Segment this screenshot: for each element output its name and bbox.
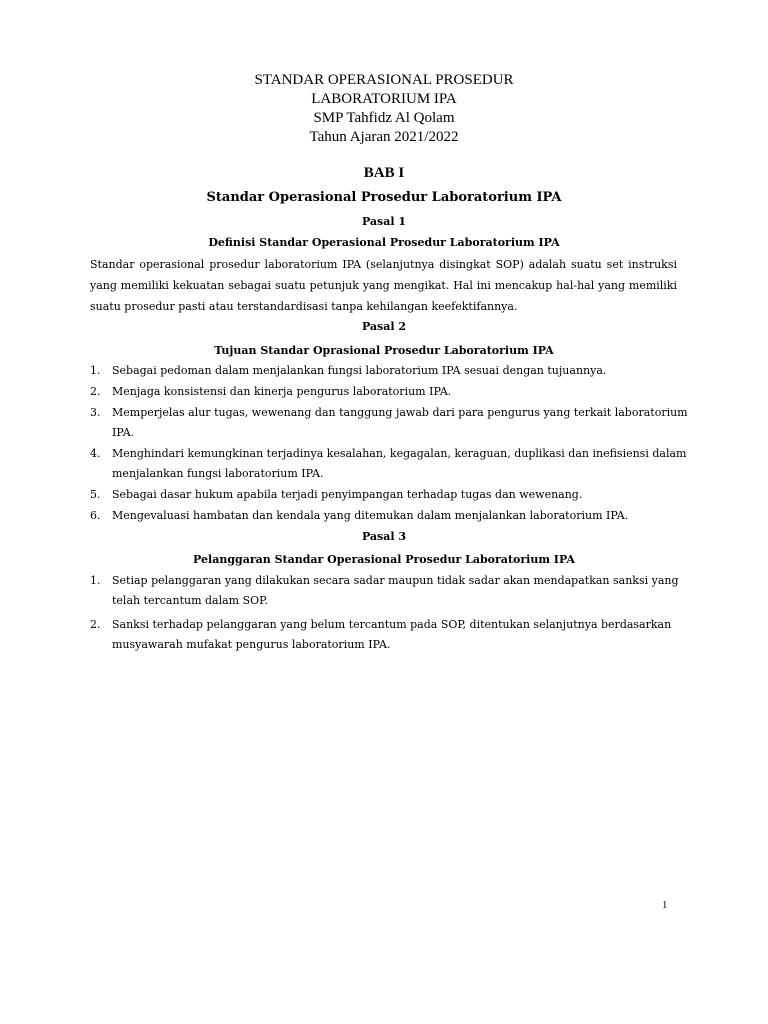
list-item (90, 403, 690, 443)
list-text: Sanksi terhadap pelanggaran yang belum tercantum pada SOP, ditentukan selanjutnya berdasarkan musyawarah mufakat pengurus laboratorium IPA. (112, 618, 672, 651)
pasal-2-list (90, 361, 690, 527)
title-line-4: Tahun Ajaran 2021/2022 (309, 129, 459, 145)
chapter-label: BAB I (363, 165, 405, 181)
title-line-3: SMP Tahfidz Al Qolam (313, 110, 455, 126)
list-text: Mengevaluasi hambatan dan kendala yang ditemukan dalam menjalankan laboratorium IPA. (112, 509, 629, 522)
list-number: 2. (90, 385, 101, 398)
list-number: 1. (90, 574, 101, 587)
pasal-2-title: Tujuan Standar Oprasional Prosedur Laboratorium IPA (214, 344, 554, 357)
list-number: 6. (90, 509, 101, 522)
list-number: 5. (90, 488, 101, 501)
list-text: Sebagai pedoman dalam menjalankan fungsi laboratorium IPA sesuai dengan tujuannya. (112, 364, 607, 377)
page-number: 1 (662, 899, 668, 911)
pasal-1-label: Pasal 1 (361, 215, 407, 228)
title-line-1: STANDAR OPERASIONAL PROSEDUR (254, 72, 514, 88)
list-text: Sebagai dasar hukum apabila terjadi penyimpangan terhadap tugas dan wewenang. (112, 488, 583, 501)
list-number: 4. (90, 447, 101, 460)
pasal-1-title: Definisi Standar Operasional Prosedur Laboratorium IPA (208, 236, 560, 249)
list-item (90, 361, 690, 381)
list-number: 3. (90, 406, 101, 419)
list-item (90, 615, 690, 655)
title-line-2: LABORATORIUM IPA (311, 91, 457, 107)
list-item (90, 506, 690, 526)
pasal-3-title: Pelanggaran Standar Operasional Prosedur Laboratorium IPA (193, 553, 575, 566)
pasal-1-paragraph: Standar operasional prosedur laboratorium IPA (selanjutnya disingkat SOP) adalah suatu set instruksi yang memiliki kekuatan sebagai suatu petunjuk yang mengikat. Hal ini mencakup hal-hal yang memiliki suatu prosedur pasti atau terstandardisasi tanpa kehilangan keefektifannya. (90, 258, 677, 313)
list-text: Setiap pelanggaran yang dilakukan secara sadar maupun tidak sadar akan mendapatkan sanksi yang telah tercantum dalam SOP. (112, 574, 679, 607)
list-text: Menghindari kemungkinan terjadinya kesalahan, kegagalan, keraguan, duplikasi dan inefisiensi dalam menjalankan fungsi laboratorium IPA. (112, 447, 687, 480)
pasal-3-list (90, 571, 690, 656)
pasal-2-label: Pasal 2 (361, 320, 407, 333)
chapter-title: Standar Operasional Prosedur Laboratorium IPA (206, 190, 562, 205)
list-item (90, 444, 690, 484)
list-item (90, 571, 690, 611)
list-item (90, 485, 690, 505)
list-number: 2. (90, 618, 101, 631)
list-number: 1. (90, 364, 101, 377)
list-item (90, 382, 690, 402)
pasal-3-label: Pasal 3 (361, 530, 407, 543)
list-text: Menjaga konsistensi dan kinerja pengurus laboratorium IPA. (112, 385, 452, 398)
document-title (0, 71, 768, 147)
list-text: Memperjelas alur tugas, wewenang dan tanggung jawab dari para pengurus yang terkait laboratorium IPA. (112, 406, 688, 439)
